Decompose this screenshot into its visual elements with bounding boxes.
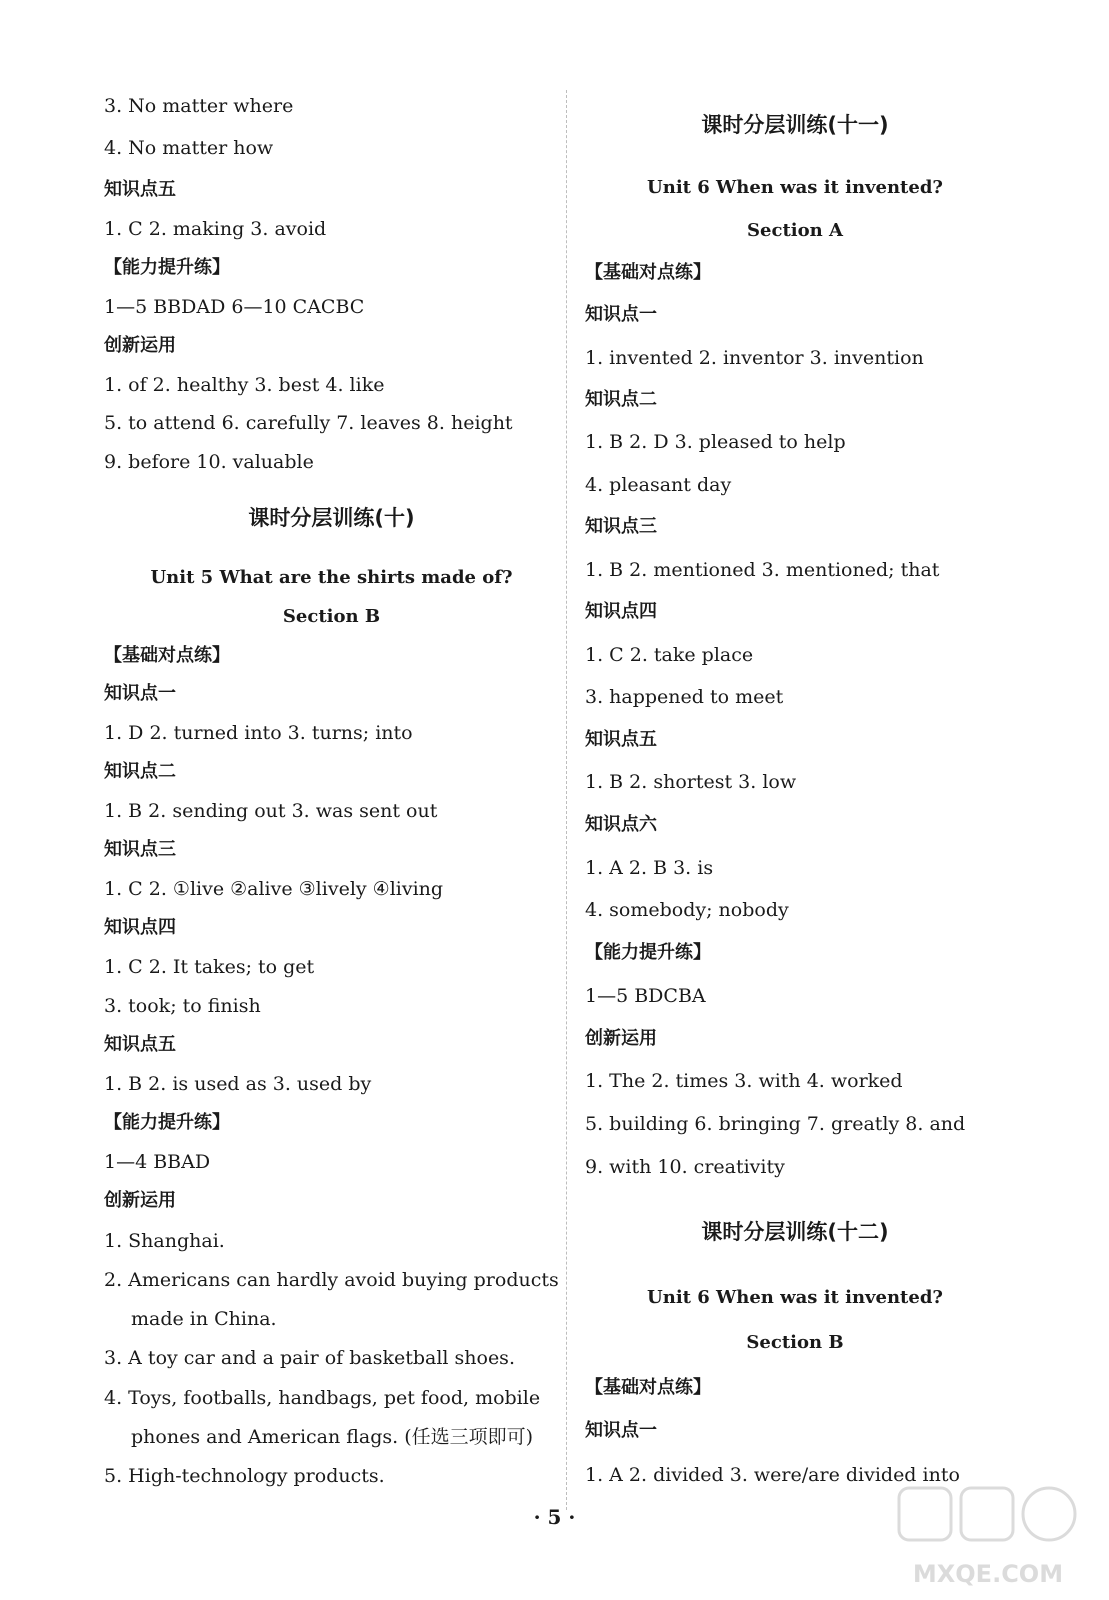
knowledge-point-heading: 知识点一 (585, 304, 657, 325)
knowledge-point-heading: 知识点一 (585, 1420, 657, 1441)
answer-line: 1—5 BBDAD 6—10 CACBC (104, 296, 365, 318)
practice-heading: 【基础对点练】 (585, 1377, 711, 1398)
answer-line: 1—5 BDCBA (585, 985, 706, 1007)
answer-line: 1. C 2. ①live ②alive ③lively ④living (104, 878, 444, 900)
answer-line: 5. to attend 6. carefully 7. leaves 8. height (104, 412, 513, 434)
knowledge-point-heading: 知识点三 (585, 516, 657, 537)
answer-line: 3. took; to finish (104, 995, 261, 1017)
answer-line: 1. invented 2. inventor 3. invention (585, 347, 924, 369)
practice-heading: 创新运用 (104, 1190, 176, 1211)
unit-title: Unit 5 What are the shirts made of? (150, 567, 513, 588)
knowledge-point-heading: 知识点二 (104, 761, 176, 782)
practice-heading: 【能力提升练】 (585, 942, 711, 963)
answer-line: 5. building 6. bringing 7. greatly 8. and (585, 1113, 966, 1135)
knowledge-point-heading: 知识点二 (585, 389, 657, 410)
answer-line: 1. C 2. making 3. avoid (104, 218, 327, 240)
answer-line: 1. B 2. shortest 3. low (585, 771, 797, 793)
answer-line: 4. No matter how (104, 137, 274, 159)
practice-heading: 【基础对点练】 (104, 645, 230, 666)
answer-line: 3. A toy car and a pair of basketball shoes. (104, 1347, 515, 1369)
section-title: Section B (282, 606, 381, 627)
answer-line: 4. Toys, footballs, handbags, pet food, mobile (104, 1387, 541, 1409)
answer-line: 2. Americans can hardly avoid buying products (104, 1269, 559, 1291)
practice-heading: 【能力提升练】 (104, 257, 230, 278)
unit-title: Unit 6 When was it invented? (647, 177, 943, 198)
answer-line: 1. of 2. healthy 3. best 4. like (104, 374, 385, 396)
answer-line: 1. B 2. sending out 3. was sent out (104, 800, 438, 822)
answer-line: 4. pleasant day (585, 474, 732, 496)
knowledge-point-heading: 知识点四 (585, 601, 657, 622)
watermark-glyph-box (899, 1488, 951, 1540)
answer-line: 5. High-technology products. (104, 1465, 385, 1487)
answer-line: made in China. (131, 1308, 277, 1330)
watermark-text: MXQE.COM (912, 1560, 1064, 1588)
answer-line: 1. B 2. D 3. pleased to help (585, 431, 846, 453)
answer-line: 1. D 2. turned into 3. turns; into (104, 722, 413, 744)
practice-heading: 【基础对点练】 (585, 262, 711, 283)
answer-line: 1. B 2. mentioned 3. mentioned; that (585, 559, 940, 581)
answer-line: phones and American flags. (任选三项即可) (131, 1426, 534, 1448)
knowledge-point-heading: 知识点五 (585, 729, 657, 750)
watermark-glyph-box (961, 1488, 1013, 1540)
answer-line: 1. C 2. take place (585, 644, 754, 666)
watermark-logo (893, 1482, 1083, 1592)
knowledge-point-heading: 知识点五 (104, 179, 176, 200)
answer-line: 4. somebody; nobody (585, 899, 789, 921)
practice-heading: 创新运用 (104, 335, 176, 356)
answer-line: 1. B 2. is used as 3. used by (104, 1073, 372, 1095)
answer-line: 3. No matter where (104, 95, 294, 117)
page-number: · 5 · (533, 1505, 576, 1529)
unit-title: Unit 6 When was it invented? (647, 1287, 943, 1308)
section-title: Section B (746, 1332, 844, 1353)
practice-heading: 【能力提升练】 (104, 1112, 230, 1133)
section-title: Section A (747, 220, 843, 241)
answer-line: 1. A 2. B 3. is (585, 857, 714, 879)
lesson-title: 课时分层训练(十) (248, 506, 415, 530)
answer-line: 1. C 2. It takes; to get (104, 956, 315, 978)
lesson-title: 课时分层训练(十二) (701, 1220, 889, 1244)
answer-line: 1—4 BBAD (104, 1151, 211, 1173)
lesson-title: 课时分层训练(十一) (701, 113, 889, 137)
column-divider (566, 90, 567, 1510)
answer-line: 1. The 2. times 3. with 4. worked (585, 1070, 903, 1092)
answer-line: 3. happened to meet (585, 686, 784, 708)
answer-line: 1. Shanghai. (104, 1230, 225, 1252)
knowledge-point-heading: 知识点四 (104, 917, 176, 938)
knowledge-point-heading: 知识点五 (104, 1034, 176, 1055)
answer-line: 9. before 10. valuable (104, 451, 314, 473)
answer-line: 9. with 10. creativity (585, 1156, 785, 1178)
knowledge-point-heading: 知识点六 (585, 814, 657, 835)
answer-line: 1. A 2. divided 3. were/are divided into (585, 1464, 960, 1486)
watermark-glyph-circle (1023, 1488, 1075, 1540)
practice-heading: 创新运用 (585, 1028, 657, 1049)
knowledge-point-heading: 知识点三 (104, 839, 176, 860)
knowledge-point-heading: 知识点一 (104, 683, 176, 704)
